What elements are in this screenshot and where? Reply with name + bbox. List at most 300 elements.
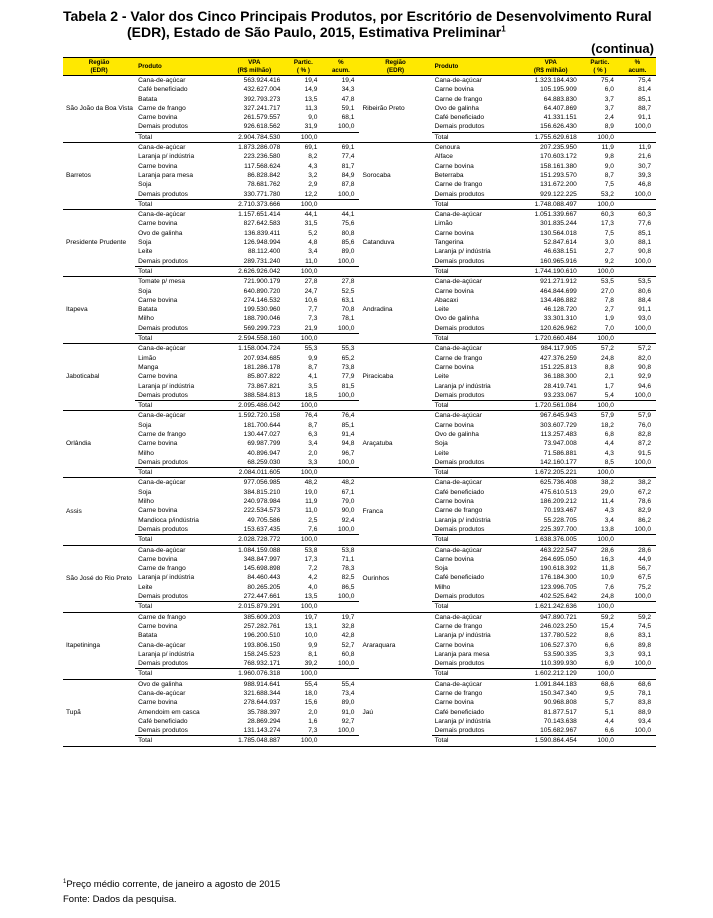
vpa-cell: 207.235.950 — [540, 144, 577, 152]
acum-cell: 100,0 — [337, 391, 355, 399]
title-line-2-text: (EDR), Estado de São Paulo, 2015, Estimativa Preliminar — [127, 24, 502, 40]
partic-cell: 19,0 — [304, 488, 318, 496]
vpa-cell: 625.736.408 — [540, 479, 577, 487]
acum-cell: 83,8 — [638, 699, 651, 707]
partic-cell: 3,4 — [604, 516, 614, 524]
title-line-2 — [63, 24, 708, 40]
partic-cell: 3,5 — [308, 382, 318, 390]
product-cell: Laranja p/ indústria — [138, 382, 195, 390]
acum-cell: 92,9 — [638, 373, 651, 381]
header-acum: % acum. — [619, 58, 656, 76]
partic-cell: 4,1 — [308, 373, 318, 381]
product-cell: Cana-de-açúcar — [434, 278, 482, 286]
acum-cell: 59,1 — [341, 104, 355, 112]
acum-cell: 70,8 — [341, 306, 355, 314]
acum-cell: 80,8 — [341, 229, 355, 237]
vpa-cell: 330.771.780 — [243, 190, 281, 198]
table-row — [63, 679, 656, 689]
product-cell: Milho — [138, 315, 154, 323]
vpa-cell: 225.397.700 — [540, 525, 577, 533]
vpa-cell: 240.978.984 — [243, 498, 281, 506]
acum-cell: 59,2 — [638, 613, 651, 621]
vpa-cell: 80.265.205 — [247, 583, 281, 591]
vpa-cell: 28.869.294 — [247, 717, 281, 725]
acum-cell: 42,8 — [341, 632, 355, 640]
acum-cell: 34,3 — [341, 86, 355, 94]
partic-cell: 100,0 — [284, 199, 322, 209]
acum-cell: 100,0 — [337, 190, 355, 198]
product-cell: Batata — [138, 95, 158, 103]
acum-cell — [322, 266, 359, 276]
partic-cell: 9,9 — [308, 641, 318, 649]
partic-cell: 57,9 — [601, 412, 614, 420]
partic-cell: 1,7 — [604, 382, 614, 390]
product-cell: Tangerina — [434, 239, 464, 247]
acum-cell: 57,9 — [638, 412, 651, 420]
product-cell: Total — [432, 602, 521, 612]
partic-cell: 10,0 — [304, 632, 318, 640]
partic-cell: 7,5 — [604, 229, 614, 237]
acum-cell: 46,8 — [638, 181, 651, 189]
partic-cell: 9,9 — [308, 354, 318, 362]
product-cell: Total — [135, 535, 224, 545]
acum-cell: 91,4 — [341, 430, 355, 438]
vpa-cell: 105.682.967 — [540, 727, 577, 735]
vpa-cell: 303.607.729 — [540, 421, 577, 429]
vpa-cell: 181.700.644 — [243, 421, 281, 429]
acum-cell: 73,4 — [341, 690, 355, 697]
vpa-cell: 257.282.761 — [243, 622, 281, 630]
region-cell: Jaú — [359, 679, 431, 746]
product-cell: Soja — [138, 421, 152, 429]
vpa-cell: 1.672.205.221 — [521, 468, 581, 478]
acum-cell: 82,9 — [638, 507, 651, 515]
product-cell: Carne bovina — [434, 699, 474, 707]
acum-cell: 30,7 — [638, 162, 651, 170]
acum-cell: 94,8 — [341, 440, 355, 448]
vpa-cell: 569.299.723 — [243, 324, 281, 332]
acum-cell: 52,5 — [341, 287, 355, 295]
acum-cell: 53,8 — [341, 546, 355, 554]
vpa-cell: 929.122.225 — [540, 190, 577, 198]
vpa-cell: 475.610.513 — [540, 488, 577, 496]
partic-cell: 3,0 — [604, 239, 614, 247]
acum-cell: 75,6 — [341, 220, 355, 228]
partic-cell: 44,1 — [304, 211, 318, 219]
product-cell: Carne bovina — [138, 555, 178, 563]
product-cell: Cana-de-açúcar — [434, 479, 482, 487]
acum-cell: 78,6 — [638, 498, 651, 506]
acum-cell: 57,2 — [638, 345, 651, 353]
partic-cell: 8,9 — [604, 123, 614, 131]
partic-cell: 9,0 — [308, 114, 318, 122]
acum-cell: 92,4 — [341, 516, 355, 524]
product-cell: Batata — [138, 306, 158, 314]
product-cell: Cana-de-açúcar — [138, 546, 186, 554]
region-cell: Andradina — [359, 277, 431, 344]
product-cell: Mandioca p/indústria — [138, 516, 199, 524]
product-cell: Demais produtos — [434, 458, 485, 466]
vpa-cell: 2.084.011.605 — [224, 468, 284, 478]
vpa-cell: 827.642.583 — [243, 220, 281, 228]
acum-cell: 91,0 — [341, 708, 355, 716]
vpa-cell: 86.828.842 — [247, 171, 281, 179]
product-cell: Abacaxi — [434, 296, 459, 304]
partic-cell: 6,0 — [604, 86, 614, 94]
acum-cell: 76,4 — [341, 412, 355, 420]
acum-cell: 78,1 — [341, 315, 355, 323]
partic-cell: 11,9 — [305, 498, 318, 506]
acum-cell: 75,4 — [638, 77, 651, 84]
partic-cell: 2,9 — [308, 181, 318, 189]
vpa-cell: 190.618.392 — [540, 565, 577, 573]
partic-cell: 7,5 — [604, 181, 614, 189]
partic-cell: 1,9 — [604, 315, 614, 323]
product-cell: Cana-de-açúcar — [138, 479, 186, 487]
partic-cell: 38,2 — [601, 479, 614, 487]
acum-cell: 100,0 — [634, 391, 651, 399]
product-cell: Demais produtos — [138, 458, 188, 466]
acum-cell: 27,8 — [341, 278, 355, 286]
vpa-cell: 88.112.400 — [247, 248, 281, 256]
footnote-1 — [63, 878, 280, 891]
acum-cell — [619, 468, 656, 478]
product-cell: Demais produtos — [138, 593, 188, 601]
product-cell: Total — [432, 132, 521, 142]
vpa-cell: 33.301.310 — [543, 315, 577, 323]
partic-cell: 7,6 — [308, 525, 318, 533]
partic-cell: 21,9 — [304, 324, 318, 332]
header-vpa: VPA (R$ milhão) — [224, 58, 284, 76]
acum-cell: 77,9 — [341, 373, 355, 381]
acum-cell: 32,8 — [341, 622, 355, 630]
header-produto: Produto — [432, 58, 521, 76]
partic-cell: 7,8 — [604, 296, 614, 304]
vpa-cell: 193.806.150 — [243, 641, 281, 649]
product-cell: Batata — [138, 632, 158, 640]
partic-cell: 4,3 — [604, 449, 614, 457]
vpa-cell: 126.948.994 — [243, 239, 281, 247]
product-cell: Soja — [138, 287, 152, 295]
partic-cell: 24,7 — [304, 287, 318, 295]
product-cell: Leite — [434, 306, 449, 314]
product-cell: Beterraba — [434, 171, 464, 179]
acum-cell: 100,0 — [634, 727, 651, 735]
partic-cell: 8,6 — [604, 632, 614, 640]
acum-cell: 94,6 — [638, 382, 651, 390]
acum-cell: 90,0 — [341, 507, 355, 515]
table-row — [63, 612, 656, 622]
partic-cell: 18,0 — [304, 690, 318, 697]
product-cell: Soja — [138, 181, 152, 189]
vpa-cell: 2.028.728.772 — [224, 535, 284, 545]
vpa-cell: 73.947.008 — [543, 440, 577, 448]
acum-cell — [619, 535, 656, 545]
product-cell: Total — [432, 669, 521, 679]
partic-cell: 53,8 — [304, 546, 318, 554]
header-partic: Partic. ( % ) — [581, 58, 619, 76]
acum-cell: 81,4 — [638, 86, 651, 94]
acum-cell: 88,4 — [638, 296, 651, 304]
table-header — [63, 58, 656, 76]
vpa-cell: 158.161.380 — [540, 162, 577, 170]
region-cell: Tupã — [63, 679, 135, 746]
acum-cell — [619, 602, 656, 612]
region-cell: Catanduva — [359, 210, 431, 277]
vpa-cell: 78.681.762 — [247, 181, 281, 189]
vpa-cell: 301.835.244 — [540, 220, 577, 228]
product-cell: Cana-de-açúcar — [434, 211, 482, 219]
partic-cell: 24,8 — [601, 354, 614, 362]
vpa-cell: 1.744.190.610 — [521, 266, 581, 276]
vpa-cell: 327.241.717 — [243, 104, 281, 112]
product-cell: Milho — [434, 583, 451, 591]
vpa-cell: 2.710.373.666 — [224, 199, 284, 209]
region-cell: Itapetininga — [63, 612, 135, 679]
vpa-cell: 131.143.274 — [243, 727, 281, 735]
partic-cell: 18,2 — [601, 421, 614, 429]
region-cell: Araraquara — [359, 612, 431, 679]
product-cell: Milho — [138, 498, 154, 506]
vpa-cell: 40.896.947 — [247, 449, 281, 457]
acum-cell: 68,1 — [341, 114, 355, 122]
table-body — [63, 76, 656, 747]
product-cell: Carne bovina — [138, 220, 178, 228]
acum-cell: 96,7 — [341, 449, 355, 457]
partic-cell: 8,2 — [308, 153, 318, 161]
partic-cell: 100,0 — [284, 602, 322, 612]
product-cell: Laranja p/ indústria — [434, 516, 491, 524]
product-cell: Cana-de-açúcar — [138, 77, 186, 84]
vpa-cell: 199.530.960 — [243, 306, 281, 314]
vpa-cell: 123.996.705 — [540, 583, 577, 591]
product-cell: Cana-de-açúcar — [138, 211, 186, 219]
acum-cell: 100,0 — [337, 458, 355, 466]
region-cell: Piracicaba — [359, 344, 431, 411]
acum-cell: 100,0 — [634, 458, 651, 466]
acum-cell — [322, 736, 359, 746]
product-cell: Laranja p/ indústria — [434, 632, 491, 640]
acum-cell: 74,5 — [638, 622, 651, 630]
acum-cell: 77,6 — [638, 220, 651, 228]
vpa-cell: 977.056.985 — [243, 479, 281, 487]
partic-cell: 100,0 — [284, 401, 322, 411]
vpa-cell: 1.720.561.084 — [521, 401, 581, 411]
partic-cell: 59,2 — [601, 613, 614, 621]
partic-cell: 11,3 — [305, 104, 318, 112]
product-cell: Limão — [138, 354, 157, 362]
acum-cell: 19,4 — [341, 77, 355, 84]
vpa-cell: 1.960.076.318 — [224, 669, 284, 679]
partic-cell: 19,4 — [304, 77, 318, 84]
partic-cell: 100,0 — [581, 468, 619, 478]
vpa-cell: 170.603.172 — [540, 153, 577, 161]
product-cell: Demais produtos — [434, 727, 485, 735]
acum-cell: 100,0 — [634, 593, 651, 601]
partic-cell: 13,5 — [304, 593, 318, 601]
vpa-cell: 2.626.926.042 — [224, 266, 284, 276]
product-cell: Carne bovina — [434, 162, 474, 170]
partic-cell: 12,2 — [304, 190, 318, 198]
partic-cell: 17,3 — [304, 555, 318, 563]
acum-cell: 65,2 — [341, 354, 355, 362]
acum-cell: 91,1 — [638, 114, 651, 122]
header-regiao: Região (EDR) — [359, 58, 431, 76]
partic-cell: 29,0 — [601, 488, 614, 496]
vpa-cell: 151.293.570 — [540, 171, 577, 179]
product-cell: Demais produtos — [434, 660, 485, 668]
vpa-cell: 158.245.523 — [243, 650, 281, 658]
partic-cell: 9,8 — [604, 153, 614, 161]
partic-cell: 8,5 — [604, 458, 614, 466]
partic-cell: 100,0 — [581, 535, 619, 545]
partic-cell: 100,0 — [581, 334, 619, 344]
product-cell: Leite — [138, 583, 153, 591]
product-cell: Carne de frango — [138, 104, 186, 112]
product-cell: Total — [432, 401, 521, 411]
vpa-cell: 153.637.435 — [243, 525, 281, 533]
vpa-cell: 130.564.018 — [540, 229, 577, 237]
vpa-cell: 563.924.416 — [243, 77, 281, 84]
partic-cell: 100,0 — [284, 669, 322, 679]
product-cell: Cana-de-açúcar — [434, 77, 482, 84]
acum-cell — [619, 334, 656, 344]
vpa-cell: 84.460.443 — [247, 574, 281, 582]
vpa-cell: 90.968.808 — [543, 699, 577, 707]
product-cell: Ovo de galinha — [138, 680, 183, 688]
acum-cell — [619, 736, 656, 746]
vpa-cell: 402.525.642 — [540, 593, 577, 601]
product-cell: Carne bovina — [434, 555, 474, 563]
product-cell: Alface — [434, 153, 453, 161]
partic-cell: 100,0 — [284, 736, 322, 746]
vpa-cell: 73.867.821 — [247, 382, 281, 390]
acum-cell — [322, 334, 359, 344]
acum-cell: 93,1 — [638, 650, 651, 658]
product-cell: Demais produtos — [138, 257, 188, 265]
product-cell: Soja — [434, 440, 448, 448]
acum-cell: 47,8 — [341, 95, 355, 103]
acum-cell: 63,1 — [341, 296, 355, 304]
title-line-1: Tabela 2 - Valor dos Cinco Principais Produtos, por Escritório de Desenvolvimento Rural — [63, 8, 652, 24]
vpa-cell: 289.731.240 — [243, 257, 281, 265]
acum-cell: 81,7 — [341, 162, 355, 170]
product-cell: Café beneficiado — [434, 488, 485, 496]
vpa-cell: 35.788.397 — [247, 708, 281, 716]
vpa-cell: 640.890.720 — [243, 287, 281, 295]
partic-cell: 4,0 — [308, 583, 318, 591]
partic-cell: 100,0 — [581, 736, 619, 746]
acum-cell: 81,5 — [341, 382, 355, 390]
partic-cell: 2,0 — [308, 708, 318, 716]
partic-cell: 27,0 — [601, 287, 614, 295]
vpa-cell: 1.720.660.484 — [521, 334, 581, 344]
partic-cell: 13,8 — [601, 525, 614, 533]
acum-cell: 44,9 — [638, 555, 651, 563]
product-cell: Carne bovina — [434, 363, 474, 371]
product-cell: Café beneficiado — [434, 574, 485, 582]
table-title — [63, 8, 708, 40]
partic-cell: 10,6 — [304, 296, 318, 304]
vpa-cell: 1.091.844.183 — [534, 680, 577, 688]
vpa-cell: 131.672.200 — [540, 181, 577, 189]
region-cell: São José do Rio Preto — [63, 545, 135, 612]
partic-cell: 11,4 — [601, 498, 614, 506]
product-cell: Leite — [434, 449, 449, 457]
product-cell: Ovo de galinha — [138, 229, 183, 237]
partic-cell: 5,2 — [308, 229, 318, 237]
vpa-cell: 105.195.909 — [540, 86, 577, 94]
partic-cell: 4,8 — [308, 239, 318, 247]
acum-cell: 38,2 — [638, 479, 651, 487]
region-cell: Araçatuba — [359, 411, 431, 478]
acum-cell: 78,3 — [341, 565, 355, 573]
product-cell: Soja — [138, 488, 152, 496]
acum-cell: 88,1 — [638, 239, 651, 247]
product-cell: Laranja p/ indústria — [434, 382, 491, 390]
partic-cell: 28,6 — [601, 546, 614, 554]
vpa-cell: 988.914.641 — [243, 680, 281, 688]
partic-cell: 57,2 — [601, 345, 614, 353]
product-cell: Demais produtos — [138, 727, 188, 735]
product-cell: Demais produtos — [434, 391, 485, 399]
partic-cell: 7,3 — [308, 315, 318, 323]
vpa-cell: 85.807.822 — [247, 373, 281, 381]
partic-cell: 11,0 — [305, 507, 318, 515]
vpa-cell: 68.259.030 — [247, 458, 281, 466]
product-cell: Carne bovina — [434, 86, 474, 94]
acum-cell: 89,0 — [341, 699, 355, 707]
vpa-cell: 1.592.720.158 — [238, 412, 281, 420]
acum-cell: 100,0 — [337, 660, 355, 668]
acum-cell: 100,0 — [634, 190, 651, 198]
partic-cell: 7,6 — [604, 583, 614, 591]
partic-cell: 5,7 — [604, 699, 614, 707]
vpa-cell: 1.590.864.454 — [521, 736, 581, 746]
acum-cell: 60,8 — [341, 650, 355, 658]
vpa-cell: 1.755.629.618 — [521, 132, 581, 142]
vpa-cell: 136.839.411 — [244, 229, 281, 237]
product-cell: Café beneficiado — [138, 86, 188, 94]
vpa-cell: 64.407.869 — [543, 104, 577, 112]
vpa-cell: 130.447.027 — [243, 430, 281, 438]
partic-cell: 68,6 — [601, 680, 614, 688]
vpa-cell: 150.347.340 — [540, 690, 577, 697]
product-cell: Carne de frango — [138, 565, 186, 573]
vpa-cell: 207.934.685 — [243, 354, 281, 362]
vpa-cell: 921.271.912 — [540, 278, 577, 286]
product-cell: Carne bovina — [434, 641, 474, 649]
acum-cell: 67,2 — [638, 488, 651, 496]
partic-cell: 2,5 — [308, 516, 318, 524]
acum-cell: 100,0 — [337, 727, 355, 735]
product-cell: Cana-de-açúcar — [138, 412, 186, 420]
acum-cell: 82,8 — [638, 430, 651, 438]
product-cell: Demais produtos — [434, 525, 485, 533]
partic-cell: 39,2 — [304, 660, 318, 668]
product-cell: Total — [135, 132, 224, 142]
partic-cell: 4,4 — [604, 717, 614, 725]
product-cell: Ovo de galinha — [434, 315, 479, 323]
vpa-cell: 246.023.250 — [540, 622, 577, 630]
vpa-cell: 137.780.522 — [540, 632, 577, 640]
product-cell: Soja — [434, 565, 448, 573]
vpa-cell: 186.209.212 — [540, 498, 577, 506]
acum-cell — [322, 535, 359, 545]
vpa-cell: 463.222.547 — [540, 546, 577, 554]
vpa-cell: 120.626.962 — [540, 324, 577, 332]
product-cell: Laranja p/ indústria — [434, 248, 491, 256]
